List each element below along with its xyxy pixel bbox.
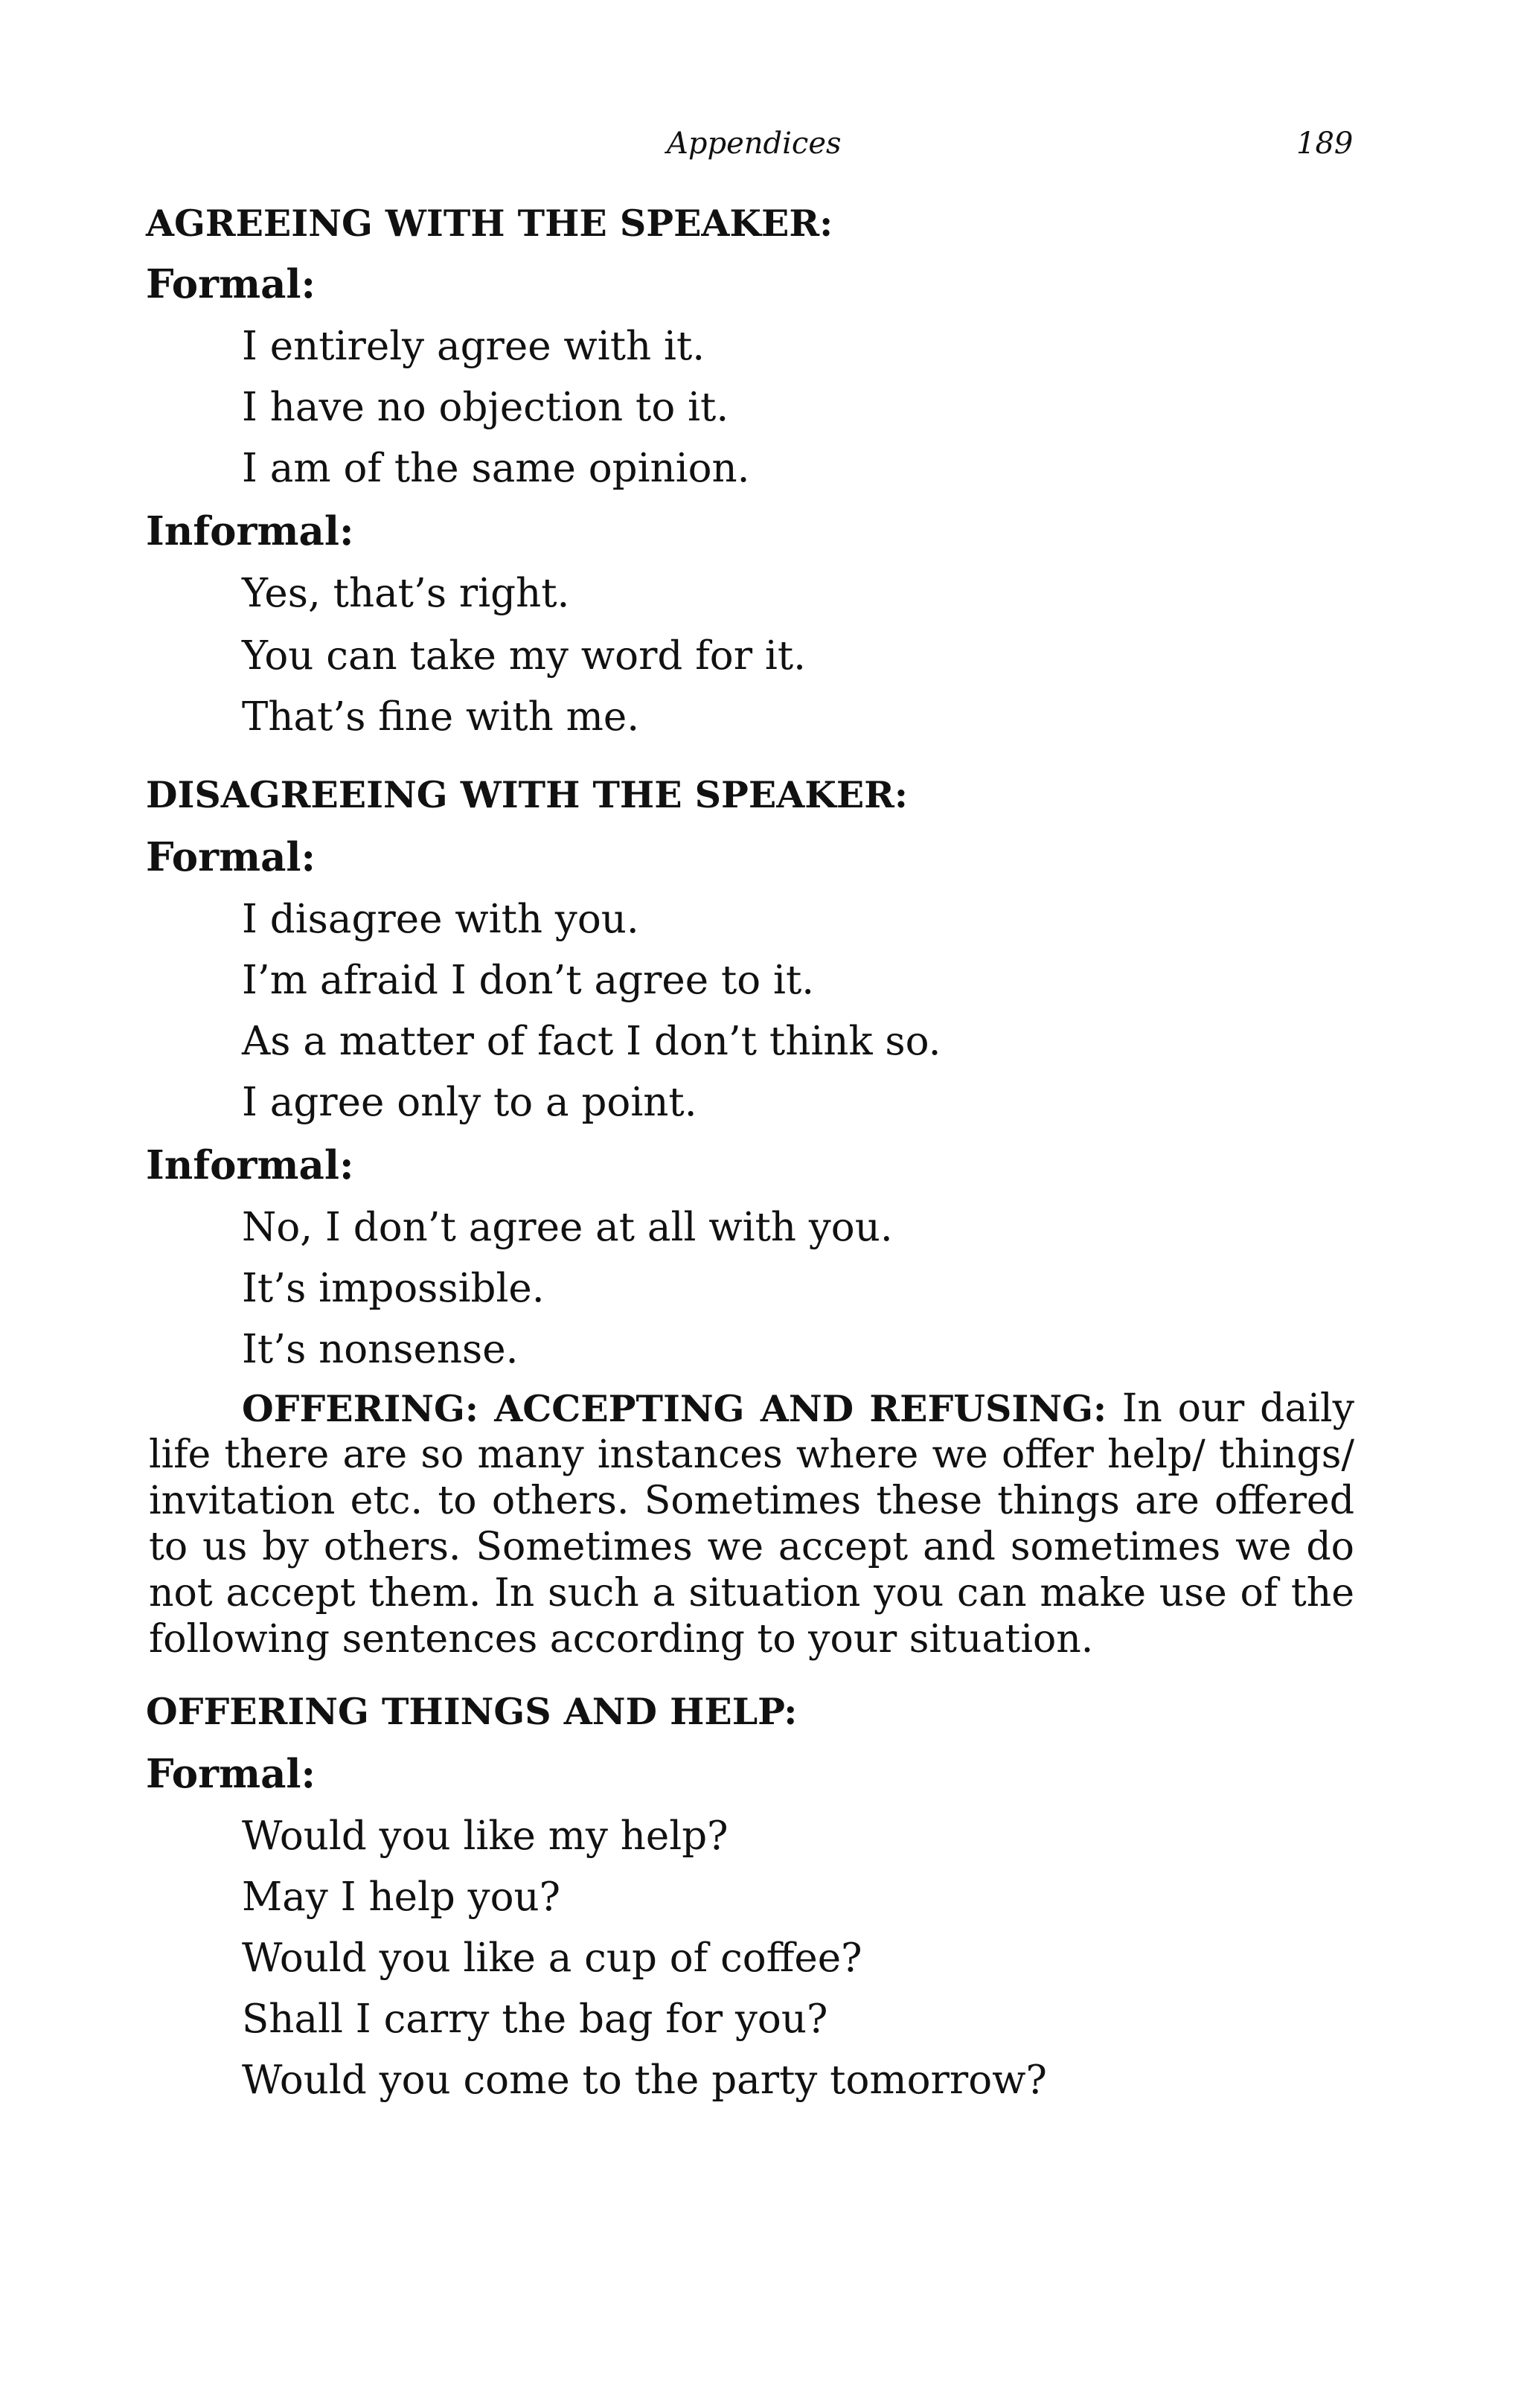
section-heading-disagreeing: DISAGREEING WITH THE SPEAKER:: [146, 773, 908, 816]
formal-label: Formal:: [146, 834, 316, 880]
phrase-item: It’s nonsense.: [242, 1327, 519, 1372]
section-heading-offering: OFFERING THINGS AND HELP:: [146, 1690, 798, 1733]
phrase-item: Shall I carry the bag for you?: [242, 1996, 828, 2042]
phrase-item: Would you like a cup of coffee?: [242, 1935, 862, 1981]
paragraph-body: In our daily life there are so many instances where we offer help/ things/ invitation etc. to others. Sometimes these things are offered to us by others. Sometimes we accept and sometimes we do not accept them. In such a situation you can make use of the following sentences according to your situation.: [149, 1386, 1354, 1662]
phrase-item: I disagree with you.: [242, 897, 639, 942]
phrase-item: Would you like my help?: [242, 1813, 729, 1859]
formal-label: Formal:: [146, 261, 316, 307]
paragraph-lead-heading: OFFERING: ACCEPTING AND REFUSING:: [242, 1387, 1107, 1430]
phrase-item: That’s fine with me.: [242, 694, 640, 740]
phrase-item: I have no objection to it.: [242, 385, 729, 430]
phrase-item: May I help you?: [242, 1874, 561, 1920]
phrase-item: I entirely agree with it.: [242, 324, 705, 369]
running-head-title: Appendices: [667, 127, 842, 161]
phrase-item: I’m afraid I don’t agree to it.: [242, 958, 815, 1003]
phrase-item: You can take my word for it.: [242, 633, 806, 679]
phrase-item: No, I don’t agree at all with you.: [242, 1205, 893, 1250]
running-head: [0, 127, 1524, 171]
phrase-item: As a matter of fact I don’t think so.: [242, 1019, 941, 1064]
formal-label: Formal:: [146, 1751, 316, 1797]
phrase-item: It’s impossible.: [242, 1266, 545, 1311]
offering-paragraph: [149, 1386, 1354, 1662]
informal-label: Informal:: [146, 1142, 354, 1188]
phrase-item: Would you come to the party tomorrow?: [242, 2058, 1047, 2103]
phrase-item: Yes, that’s right.: [242, 571, 570, 616]
section-heading-agreeing: AGREEING WITH THE SPEAKER:: [146, 202, 833, 245]
informal-label: Informal:: [146, 508, 354, 554]
phrase-item: I agree only to a point.: [242, 1080, 697, 1125]
page-number: 189: [1296, 127, 1354, 161]
phrase-item: I am of the same opinion.: [242, 446, 750, 491]
